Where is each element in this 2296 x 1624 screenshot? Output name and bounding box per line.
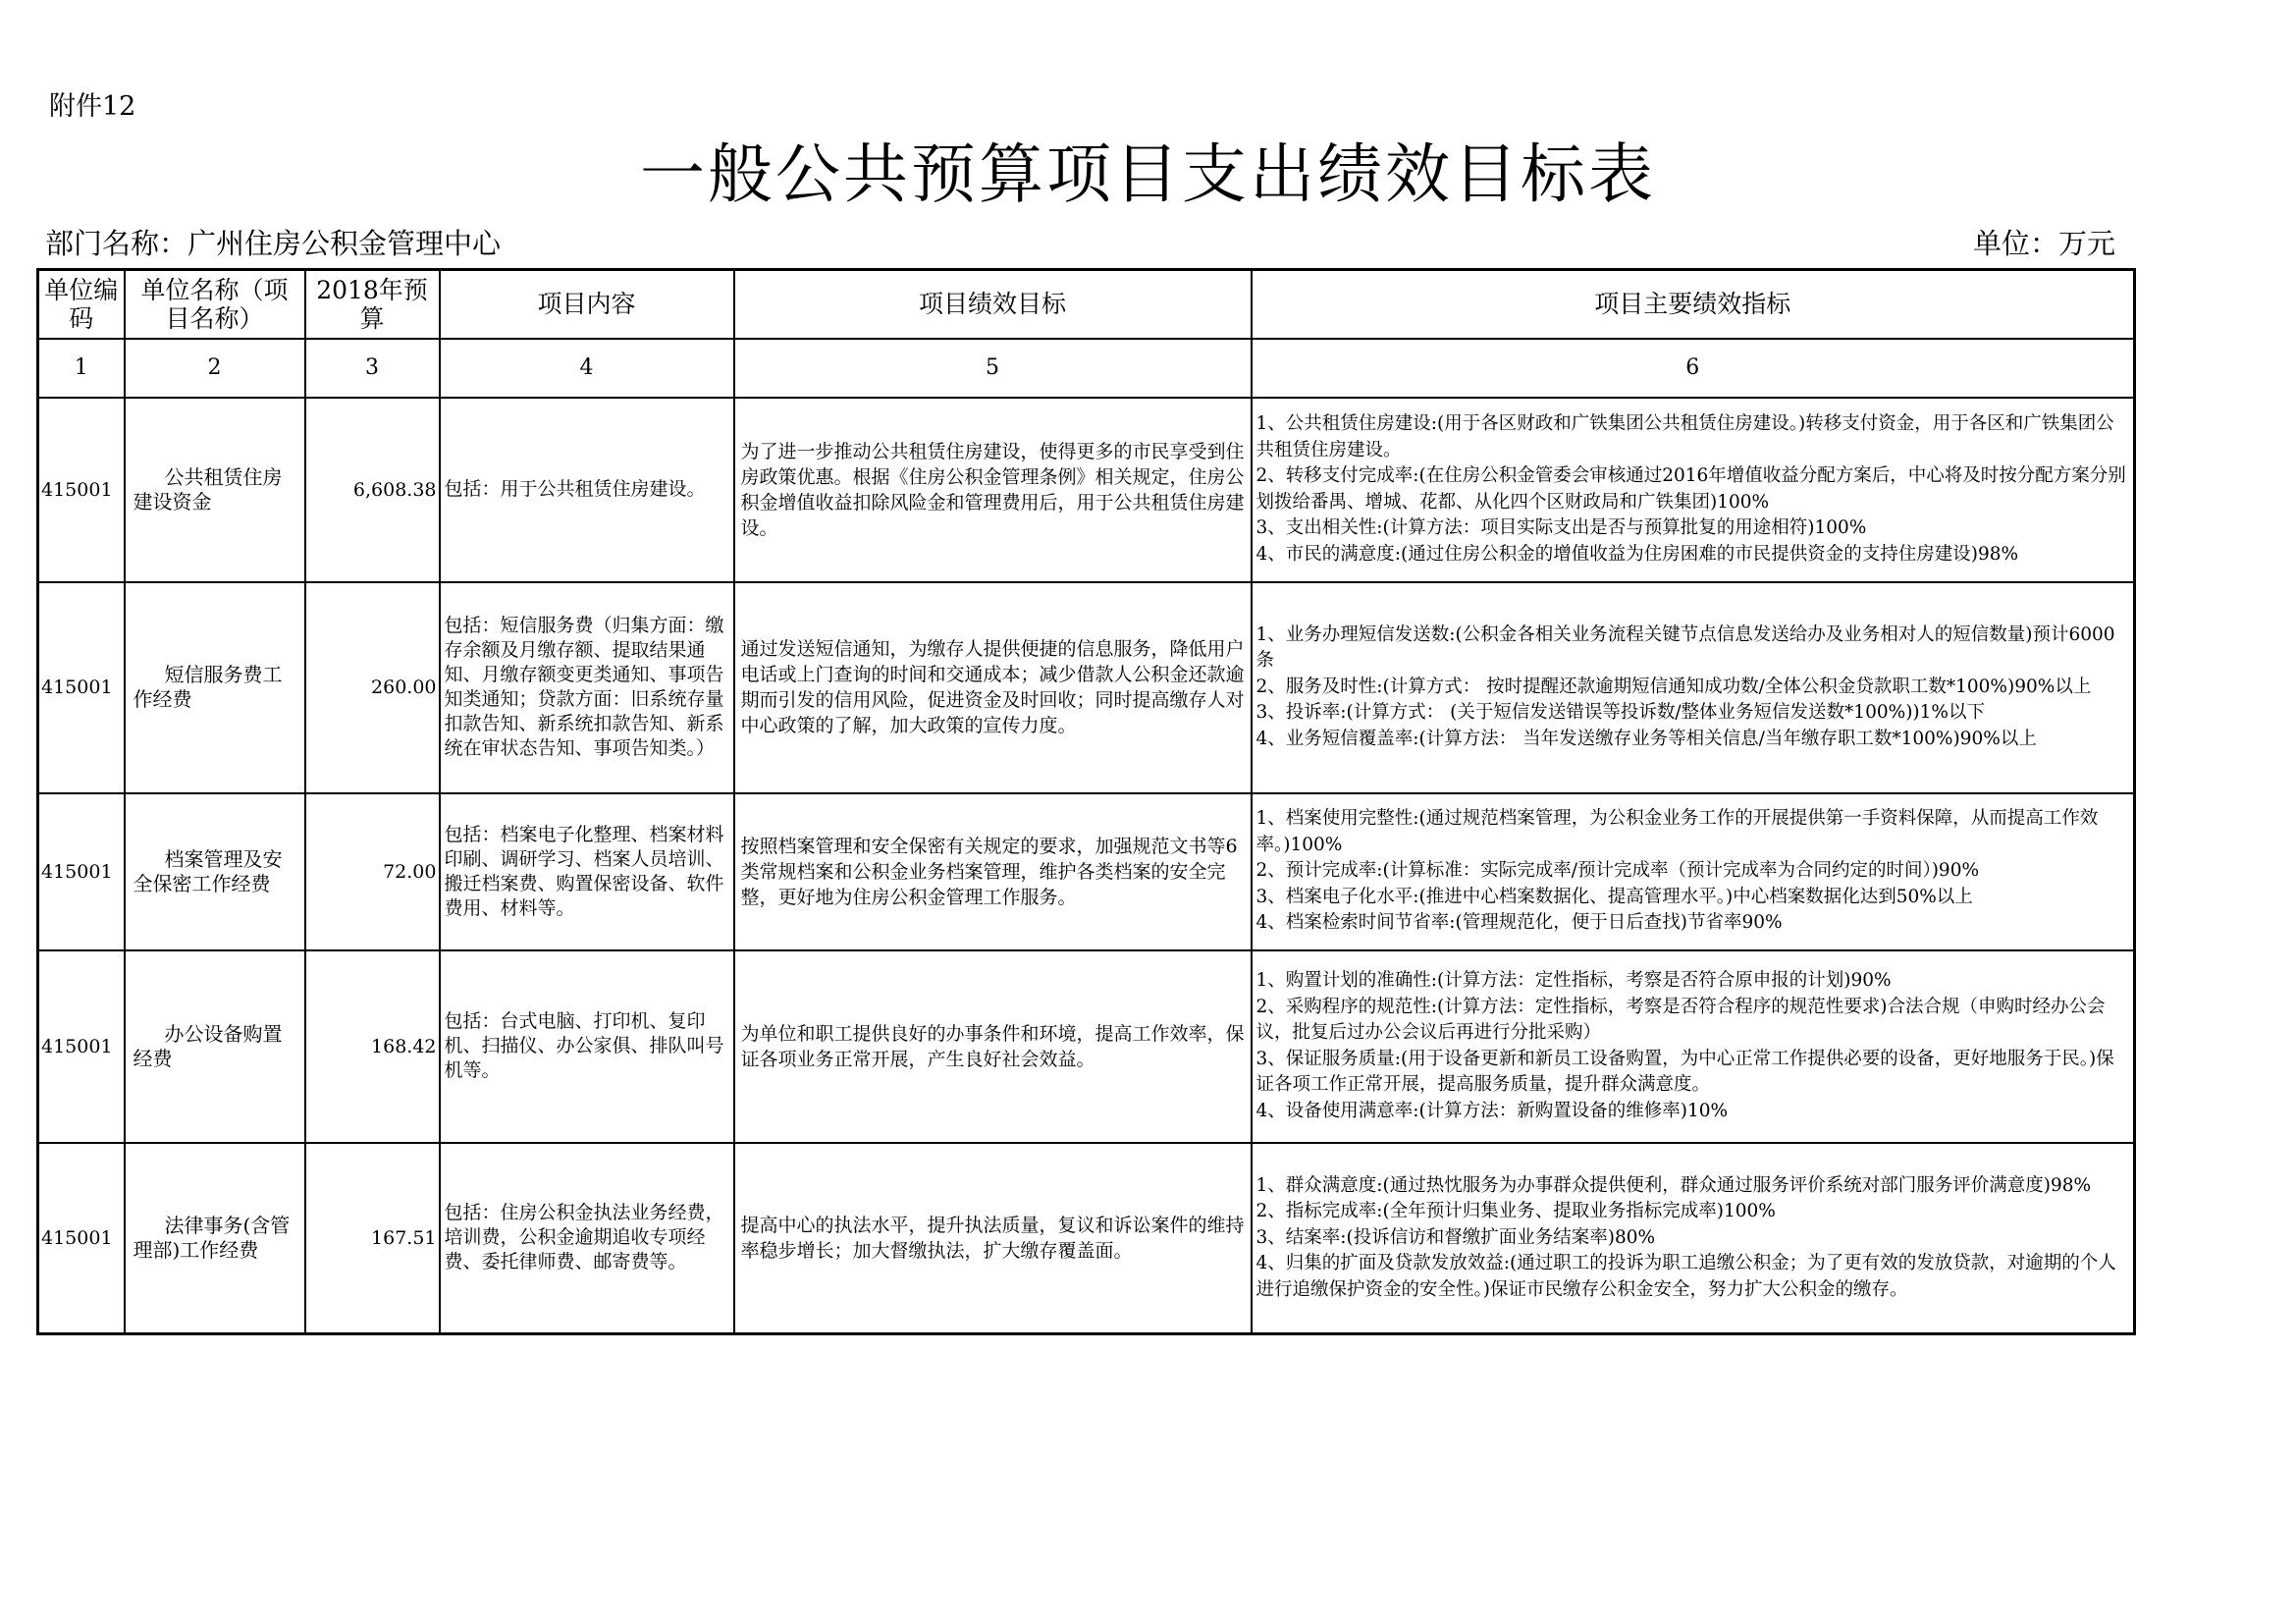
column-number: 3 <box>305 339 440 398</box>
unit-code: 415001 <box>38 950 125 1143</box>
indicator-item: 4、市民的满意度:(通过住房公积金的增值收益为住房困难的市民提供资金的支持住房建设)98% <box>1255 543 2019 565</box>
project-name-text: 办公设备购置经费 <box>133 1021 283 1070</box>
indicator-item: 1、公共租赁住房建设:(用于各区财政和广铁集团公共租赁住房建设。)转移支付资金，用于各区和广铁集团公共租赁住房建设。 <box>1255 413 2114 460</box>
indicator-item: 1、群众满意度:(通过热忱服务为办事群众提供便利，群众通过服务评价系统对部门服务评价满意度)98% <box>1255 1174 2092 1196</box>
column-number-row <box>38 339 2135 398</box>
project-name-text: 短信服务费工作经费 <box>133 663 283 711</box>
department-name: 部门名称：广州住房公积金管理中心 <box>45 227 502 260</box>
header-code: 单位编码 <box>38 270 125 339</box>
header-goal: 项目绩效目标 <box>734 270 1252 339</box>
project-name-text: 公共租赁住房建设资金 <box>133 464 283 514</box>
project-name-text: 法律事务(含管理部)工作经费 <box>133 1213 291 1262</box>
performance-goal: 通过发送短信通知，为缴存人提供便捷的信息服务，降低用户电话或上门查询的时间和交通成本；减少借款人公积金还款逾期而引发的信用风险，促进资金及时回收；同时提高缴存人对中心政策的了解，加大政策的宣传力度。 <box>734 582 1252 793</box>
project-name <box>125 1143 305 1334</box>
indicator-item: 3、支出相关性:(计算方法：项目实际支出是否与预算批复的用途相符)100% <box>1255 517 1867 538</box>
table-row <box>38 793 2135 950</box>
table-row <box>38 1143 2135 1334</box>
header-row <box>38 270 2135 339</box>
indicator-item: 2、预计完成率:(计算标准：实际完成率/预计完成率（预计完成率为合同约定的时间）)90% <box>1255 860 1980 882</box>
column-number: 6 <box>1252 339 2135 398</box>
indicator-item: 4、归集的扩面及贷款发放效益:(通过职工的投诉为职工追缴公积金；为了更有效的发放贷款，对逾期的个人进行追缴保护资金的安全性。)保证市民缴存公积金安全，努力扩大公积金的缴存。 <box>1255 1253 2116 1300</box>
indicator-item: 3、投诉率:(计算方式： (关于短信发送错误等投诉数/整体业务短信发送数*100%))1%以下 <box>1255 702 1985 724</box>
column-number: 5 <box>734 339 1252 398</box>
budget-value: 72.00 <box>305 793 440 950</box>
project-name <box>125 582 305 793</box>
project-name <box>125 793 305 950</box>
budget-value: 167.51 <box>305 1143 440 1334</box>
unit-label: 单位：万元 <box>1973 227 2116 260</box>
column-number: 1 <box>38 339 125 398</box>
header-budget: 2018年预算 <box>305 270 440 339</box>
performance-goal: 提高中心的执法水平，提升执法质量，复议和诉讼案件的维持率稳步增长；加大督缴执法，扩大缴存覆盖面。 <box>734 1143 1252 1334</box>
performance-goal: 为单位和职工提供良好的办事条件和环境，提高工作效率，保证各项业务正常开展，产生良好社会效益。 <box>734 950 1252 1143</box>
indicator-item: 1、档案使用完整性:(通过规范档案管理，为公积金业务工作的开展提供第一手资料保障，从而提高工作效率。)100% <box>1255 808 2099 855</box>
column-number: 2 <box>125 339 305 398</box>
performance-goal: 为了进一步推动公共租赁住房建设，使得更多的市民享受到住房政策优惠。根据《住房公积金管理条例》相关规定，住房公积金增值收益扣除风险金和管理费用后，用于公共租赁住房建设。 <box>734 398 1252 582</box>
budget-value: 168.42 <box>305 950 440 1143</box>
column-number: 4 <box>440 339 734 398</box>
indicator-item: 3、档案电子化水平:(推进中心档案数据化、提高管理水平。)中心档案数据化达到50%以上 <box>1255 886 1973 907</box>
indicator-item: 2、转移支付完成率:(在住房公积金管委会审核通过2016年增值收益分配方案后，中心将及时按分配方案分别划拨给番禺、增城、花都、从化四个区财政局和广铁集团)100% <box>1255 465 2126 513</box>
unit-code: 415001 <box>38 398 125 582</box>
project-content: 包括：台式电脑、打印机、复印机、扫描仪、办公家俱、排队叫号机等。 <box>440 950 734 1143</box>
indicator-item: 3、结案率:(投诉信访和督缴扩面业务结案率)80% <box>1255 1226 1656 1248</box>
indicator-item: 1、业务办理短信发送数:(公积金各相关业务流程关键节点信息发送给办及业务相对人的短信数量)预计6000条 <box>1255 623 2115 672</box>
performance-indicators <box>1252 950 2135 1143</box>
performance-indicators <box>1252 398 2135 582</box>
indicator-item: 2、服务及时性:(计算方式： 按时提醒还款逾期短信通知成功数/全体公积金贷款职工数*100%)90%以上 <box>1255 676 2092 697</box>
table-row <box>38 950 2135 1143</box>
page-title: 一般公共预算项目支出绩效目标表 <box>640 136 1656 212</box>
project-content: 包括：短信服务费（归集方面：缴存余额及月缴存额、提取结果通知、月缴存额变更类通知、事项告知类通知；贷款方面：旧系统存量扣款告知、新系统扣款告知、新系统在审状态告知、事项告知类。） <box>440 582 734 793</box>
indicator-item: 2、采购程序的规范性:(计算方法：定性指标，考察是否符合程序的规范性要求)合法合规（申购时经办公会议，批复后过办公会议后再进行分批采购） <box>1255 996 2106 1043</box>
project-content: 包括：档案电子化整理、档案材料印刷、调研学习、档案人员培训、搬迁档案费、购置保密设备、软件费用、材料等。 <box>440 793 734 950</box>
project-content: 包括：住房公积金执法业务经费，培训费，公积金逾期追收专项经费、委托律师费、邮寄费等。 <box>440 1143 734 1334</box>
budget-value: 260.00 <box>305 582 440 793</box>
project-name <box>125 398 305 582</box>
header-indicators: 项目主要绩效指标 <box>1252 270 2135 339</box>
header-name: 单位名称（项目名称） <box>125 270 305 339</box>
indicator-item: 4、设备使用满意率:(计算方法：新购置设备的维修率)10% <box>1255 1100 1729 1121</box>
table-row <box>38 398 2135 582</box>
performance-table <box>36 268 2136 1335</box>
project-content: 包括：用于公共租赁住房建设。 <box>440 398 734 582</box>
performance-goal: 按照档案管理和安全保密有关规定的要求，加强规范文书等6类常规档案和公积金业务档案管理，维护各类档案的安全完整，更好地为住房公积金管理工作服务。 <box>734 793 1252 950</box>
unit-code: 415001 <box>38 582 125 793</box>
indicator-item: 1、购置计划的准确性:(计算方法：定性指标，考察是否符合原申报的计划)90% <box>1255 970 1892 991</box>
indicator-item: 4、业务短信覆盖率:(计算方法： 当年发送缴存业务等相关信息/当年缴存职工数*100%)90%以上 <box>1255 728 2037 749</box>
attachment-label: 附件12 <box>49 91 136 122</box>
performance-indicators <box>1252 1143 2135 1334</box>
project-name <box>125 950 305 1143</box>
project-name-text: 档案管理及安全保密工作经费 <box>133 846 283 895</box>
indicator-item: 4、档案检索时间节省率:(管理规范化，便于日后查找)节省率90% <box>1255 912 1783 934</box>
budget-value: 6,608.38 <box>305 398 440 582</box>
indicator-item: 3、保证服务质量:(用于设备更新和新员工设备购置，为中心正常工作提供必要的设备，更好地服务于民。)保证各项工作正常开展，提高服务质量，提升群众满意度。 <box>1255 1048 2114 1095</box>
table-row <box>38 582 2135 793</box>
header-content: 项目内容 <box>440 270 734 339</box>
indicator-item: 2、指标完成率:(全年预计归集业务、提取业务指标完成率)100% <box>1255 1201 1776 1221</box>
performance-indicators <box>1252 582 2135 793</box>
performance-indicators <box>1252 793 2135 950</box>
unit-code: 415001 <box>38 793 125 950</box>
unit-code: 415001 <box>38 1143 125 1334</box>
